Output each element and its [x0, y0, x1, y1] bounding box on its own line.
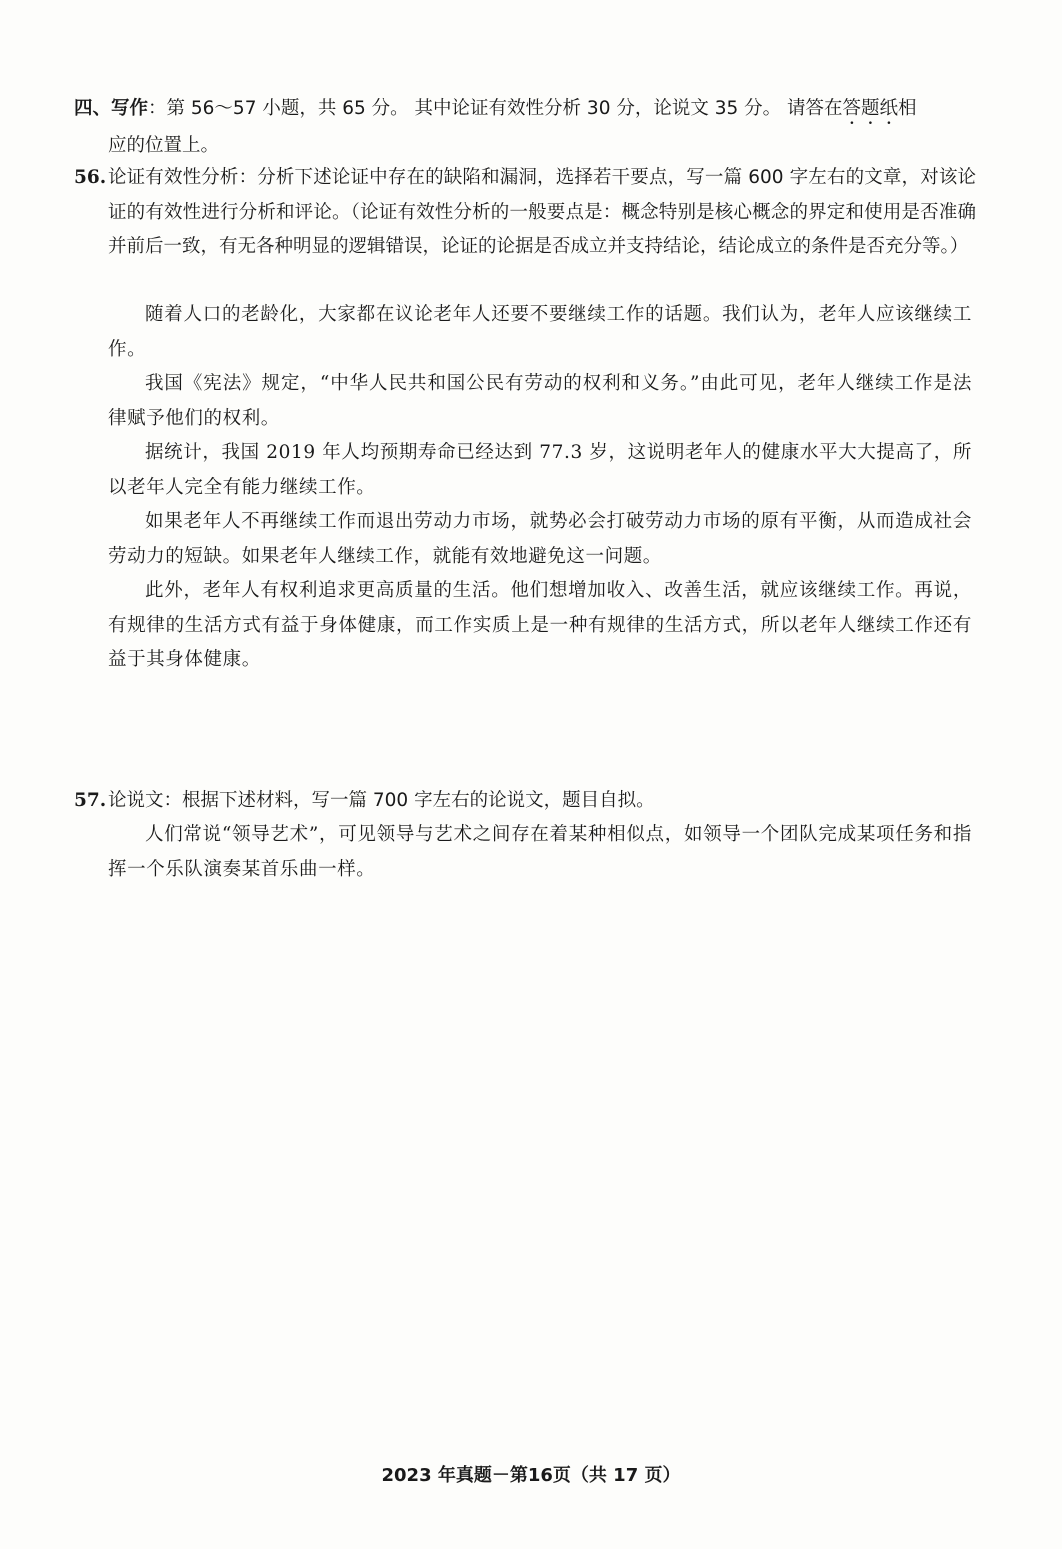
material-paragraph: 我国《宪法》规定，“中华人民共和国公民有劳动的权利和义务。”由此可见，老年人继续工作是法律赋予他们的权利。	[108, 373, 972, 429]
section-instructions: ：第 56～57 小题，共 65 分。 其中论证有效性分析 30 分，论说文 35 分。 请答在	[148, 98, 843, 119]
section-tag: 四、写作	[74, 98, 149, 119]
section-instructions-line2: 应的位置上。	[108, 135, 220, 156]
page-footer: 2023 年真题－第16页（共 17 页）	[381, 1465, 681, 1486]
question-57-material	[108, 818, 972, 887]
question-57-number: 57.	[74, 790, 107, 811]
material-paragraph: 此外，老年人有权利追求更高质量的生活。他们想增加收入、改善生活，就应该继续工作。再说，有规律的生活方式有益于身体健康，而工作实质上是一种有规律的生活方式，所以老年人继续工作还有益于其身体健康。	[108, 580, 972, 670]
question-56-material	[108, 298, 972, 678]
question-56-prompt: 论证有效性分析：分析下述论证中存在的缺陷和漏洞，选择若干要点，写一篇 600 字左右的文章，对该论证的有效性进行分析和评论。（论证有效性分析的一般要点是：概念特别是核心概念的界定和使用是否准确并前后一致，有无各种明显的逻辑错误，论证的论据是否成立并支持结论，结论成立的条件是否充分等。）	[108, 167, 976, 257]
section-emphasis: 答题纸	[842, 98, 899, 119]
question-57-prompt: 论说文：根据下述材料，写一篇 700 字左右的论说文，题目自拟。	[108, 790, 655, 811]
section-instructions-tail: 相	[898, 98, 917, 119]
material-paragraph: 据统计，我国 2019 年人均预期寿命已经达到 77.3 岁，这说明老年人的健康水平大大提高了，所以老年人完全有能力继续工作。	[108, 442, 972, 498]
material-paragraph: 如果老年人不再继续工作而退出劳动力市场，就势必会打破劳动力市场的原有平衡，从而造成社会劳动力的短缺。如果老年人继续工作，就能有效地避免这一问题。	[108, 511, 972, 567]
section-heading	[74, 92, 976, 164]
question-57	[74, 784, 976, 819]
question-56-number: 56.	[74, 167, 107, 188]
question-56	[74, 161, 976, 265]
material-paragraph: 随着人口的老龄化，大家都在议论老年人还要不要继续工作的话题。我们认为，老年人应该继续工作。	[108, 304, 972, 360]
material-paragraph: 人们常说“领导艺术”，可见领导与艺术之间存在着某种相似点，如领导一个团队完成某项任务和指挥一个乐队演奏某首乐曲一样。	[108, 824, 972, 880]
